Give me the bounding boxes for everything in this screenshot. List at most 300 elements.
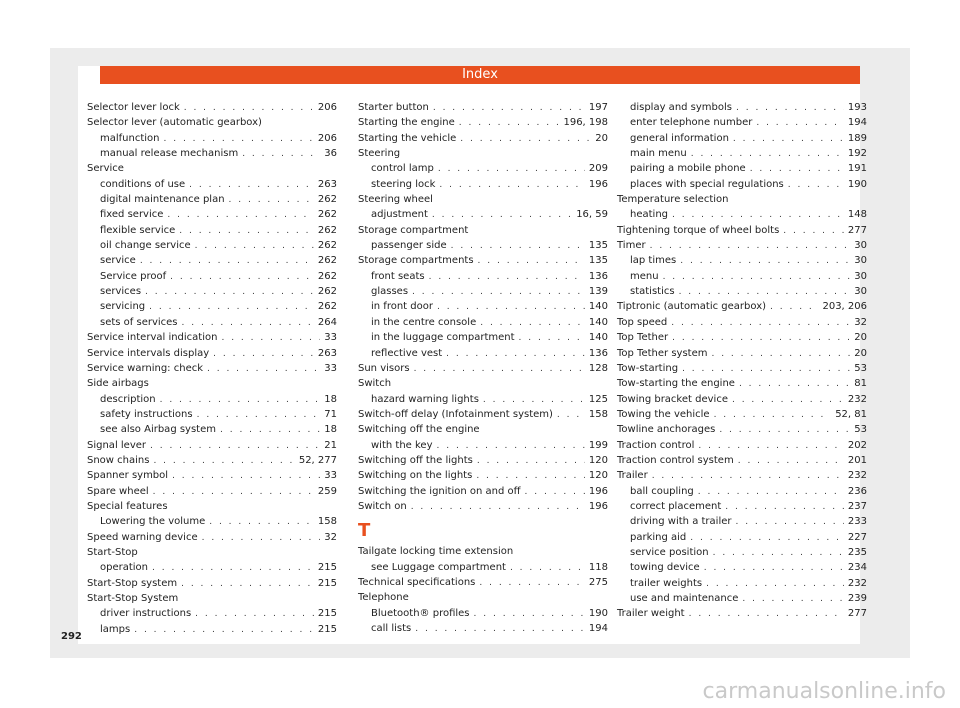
dot-leader <box>460 132 591 147</box>
index-term: safety instructions <box>100 408 193 420</box>
dot-leader <box>519 331 585 346</box>
index-entry <box>617 606 867 621</box>
dot-leader <box>437 439 585 454</box>
page-reference: 262 <box>317 301 337 313</box>
page-reference: 21 <box>324 439 337 451</box>
dot-leader <box>153 454 294 469</box>
page-reference: 81 <box>854 378 867 390</box>
dot-leader <box>459 116 560 131</box>
page-reference: 201 <box>847 454 867 466</box>
page-reference: 236 <box>847 485 867 497</box>
index-term: Trailer <box>617 470 648 482</box>
dot-leader <box>432 208 572 223</box>
index-term: Switching the ignition on and off <box>358 485 521 497</box>
page-reference: 20 <box>854 347 867 359</box>
dot-leader <box>680 254 850 269</box>
page-reference: 259 <box>317 485 337 497</box>
dot-leader <box>650 239 851 254</box>
index-term: driver instructions <box>100 608 192 620</box>
page-reference: 30 <box>854 286 867 298</box>
index-term: Special features <box>87 500 168 512</box>
dot-leader <box>690 531 844 546</box>
index-term: malfunction <box>100 132 160 144</box>
page-reference: 30 <box>854 270 867 282</box>
index-subentry <box>617 131 867 146</box>
page-reference: 263 <box>317 347 337 359</box>
dot-leader <box>672 331 850 346</box>
page-reference: 136 <box>588 347 608 359</box>
dot-leader <box>478 254 585 269</box>
page-reference: 20 <box>595 132 608 144</box>
dot-leader <box>221 331 320 346</box>
page-reference: 264 <box>317 316 337 328</box>
dot-leader <box>739 377 850 392</box>
page-reference: 190 <box>847 178 867 190</box>
page-reference: 190 <box>588 607 608 619</box>
dot-leader <box>433 101 585 116</box>
index-term: manual release mechanism <box>100 148 239 160</box>
page-reference: 53 <box>854 362 867 374</box>
page-reference: 232 <box>847 393 867 405</box>
page-reference: 52, 277 <box>298 454 337 466</box>
index-term: call lists <box>371 623 412 634</box>
dot-leader <box>207 362 320 377</box>
dot-leader <box>414 362 585 377</box>
index-entry <box>87 468 337 483</box>
page-reference: 33 <box>324 362 337 374</box>
index-term: Steering wheel <box>358 194 433 206</box>
dot-leader <box>437 300 585 315</box>
index-term: Tightening torque of wheel bolts <box>617 224 780 236</box>
index-term: see Luggage compartment <box>371 561 506 573</box>
index-term: use and maintenance <box>630 593 739 604</box>
index-term: Steering <box>358 148 401 160</box>
index-subentry <box>617 207 867 222</box>
dot-leader <box>770 300 818 315</box>
dot-leader <box>733 132 844 147</box>
dot-leader <box>713 546 844 561</box>
index-entry <box>617 346 867 361</box>
index-term: Lowering the volume <box>100 516 206 528</box>
dot-leader <box>698 485 844 500</box>
index-column-1 <box>87 100 337 637</box>
index-entry <box>358 361 608 376</box>
dot-leader <box>411 500 585 515</box>
index-subentry <box>87 606 337 621</box>
index-subentry <box>617 115 867 130</box>
index-term: pairing a mobile phone <box>630 163 746 175</box>
dot-leader <box>451 239 585 254</box>
page-reference: 234 <box>847 562 867 574</box>
dot-leader <box>691 147 844 162</box>
index-subentry <box>87 146 337 161</box>
index-term: display and symbols <box>630 102 733 113</box>
dot-leader <box>714 408 832 423</box>
dot-leader <box>477 454 585 469</box>
index-term: menu <box>630 270 659 282</box>
page-reference: 209 <box>588 163 608 175</box>
page-number: 292 <box>61 631 82 642</box>
dot-leader <box>689 607 844 622</box>
index-subentry <box>87 392 337 407</box>
page-reference: 16, 59 <box>576 209 608 221</box>
index-term: Tailgate locking time extension <box>358 546 514 558</box>
index-term: Towing the vehicle <box>617 408 710 420</box>
index-entry <box>617 330 867 345</box>
dot-leader <box>195 607 314 622</box>
index-subentry <box>358 392 608 407</box>
dot-leader <box>446 347 585 362</box>
index-term: lap times <box>630 255 677 267</box>
page-reference: 196 <box>588 178 608 190</box>
index-entry <box>617 299 867 314</box>
index-heading <box>87 591 337 606</box>
dot-leader <box>706 577 844 592</box>
page-reference: 71 <box>324 408 337 420</box>
page-reference: 206 <box>317 132 337 144</box>
index-subentry <box>358 284 608 299</box>
index-subentry <box>87 177 337 192</box>
page-reference: 36 <box>324 148 337 160</box>
index-term: parking aid <box>630 531 687 543</box>
index-term: Tow-starting <box>617 362 679 374</box>
page-reference: 239 <box>847 593 867 604</box>
dot-leader <box>412 285 585 300</box>
page-reference: 203, 206 <box>822 301 867 313</box>
index-subentry <box>617 177 867 192</box>
index-column-2 <box>358 100 608 636</box>
index-term: driving with a trailer <box>630 516 732 528</box>
index-column-3 <box>617 100 867 622</box>
index-subentry <box>87 223 337 238</box>
page-reference: 30 <box>854 255 867 267</box>
page-reference: 148 <box>847 209 867 221</box>
page-reference: 120 <box>588 470 608 482</box>
dot-leader <box>682 362 850 377</box>
dot-leader <box>167 208 313 223</box>
index-entry <box>358 499 608 514</box>
page-reference: 199 <box>588 439 608 451</box>
index-subentry <box>617 146 867 161</box>
index-subentry <box>617 499 867 514</box>
dot-leader <box>476 469 585 484</box>
index-term: statistics <box>630 286 675 298</box>
index-subentry <box>87 131 337 146</box>
dot-leader <box>242 147 320 162</box>
index-term: in front door <box>371 301 433 313</box>
index-term: Selector lever (automatic gearbox) <box>87 117 262 129</box>
dot-leader <box>182 316 314 331</box>
dot-leader <box>725 500 844 515</box>
index-term: Starter button <box>358 102 429 113</box>
index-subentry <box>358 438 608 453</box>
dot-leader <box>671 316 850 331</box>
index-term: general information <box>630 132 729 144</box>
index-term: Spare wheel <box>87 485 149 497</box>
dot-leader <box>736 101 844 116</box>
index-entry <box>87 530 337 545</box>
index-subentry <box>87 299 337 314</box>
index-term: oil change service <box>100 240 191 252</box>
index-term: towing device <box>630 562 700 574</box>
index-entry <box>87 576 337 591</box>
watermark: carmanualsonline.info <box>702 679 946 704</box>
index-term: Service intervals display <box>87 347 210 359</box>
index-heading <box>87 161 337 176</box>
index-term: Tiptronic (automatic gearbox) <box>617 301 767 313</box>
index-entry <box>358 131 608 146</box>
page-reference: 140 <box>588 316 608 328</box>
index-term: Storage compartment <box>358 224 469 236</box>
page-reference: 215 <box>317 608 337 620</box>
index-entry <box>358 468 608 483</box>
index-term: Switching off the lights <box>358 454 473 466</box>
page-reference: 158 <box>588 408 608 420</box>
page-reference: 128 <box>588 362 608 374</box>
index-term: Switch <box>358 378 392 390</box>
page-reference: 215 <box>317 577 337 589</box>
index-term: enter telephone number <box>630 117 753 129</box>
dot-leader <box>756 116 844 131</box>
dot-leader <box>652 469 844 484</box>
index-term: Starting the engine <box>358 117 455 129</box>
index-subentry <box>617 484 867 499</box>
index-entry <box>87 330 337 345</box>
index-term: places with special regulations <box>630 178 784 190</box>
dot-leader <box>195 239 314 254</box>
index-subentry <box>87 514 337 529</box>
index-term: in the luggage compartment <box>371 332 515 344</box>
index-subentry <box>358 269 608 284</box>
dot-leader <box>735 515 843 530</box>
dot-leader <box>140 254 314 269</box>
index-subentry <box>358 606 608 621</box>
index-subentry <box>87 269 337 284</box>
page-reference: 135 <box>588 255 608 267</box>
index-heading <box>358 422 608 437</box>
index-term: with the key <box>371 439 433 451</box>
index-entry <box>87 361 337 376</box>
dot-leader <box>732 393 844 408</box>
index-subentry <box>87 207 337 222</box>
dot-leader <box>145 285 314 300</box>
index-term: digital maintenance plan <box>100 194 225 206</box>
index-term: Switching on the lights <box>358 470 473 482</box>
dot-leader <box>229 193 314 208</box>
page-reference: 262 <box>317 270 337 282</box>
dot-leader <box>220 423 320 438</box>
index-term: Towline anchorages <box>617 424 716 436</box>
index-entry <box>87 453 337 468</box>
index-term: Switch-off delay (Infotainment system) <box>358 408 553 420</box>
index-subentry <box>358 299 608 314</box>
dot-leader <box>152 561 314 576</box>
index-term: heating <box>630 209 669 221</box>
page-reference: 262 <box>317 224 337 236</box>
index-heading <box>87 499 337 514</box>
index-term: Starting the vehicle <box>358 132 457 144</box>
page-reference: 196 <box>588 485 608 497</box>
page-reference: 135 <box>588 240 608 252</box>
dot-leader <box>213 347 314 362</box>
index-entry <box>87 438 337 453</box>
index-term: Trailer weight <box>617 608 685 620</box>
index-entry <box>87 484 337 499</box>
index-subentry <box>617 284 867 299</box>
dot-leader <box>150 439 320 454</box>
index-term: Top Tether system <box>617 347 708 359</box>
index-term: Top speed <box>617 316 668 328</box>
index-term: flexible service <box>100 224 176 236</box>
index-term: ball coupling <box>630 485 694 497</box>
index-subentry <box>617 100 867 115</box>
dot-leader <box>783 224 844 239</box>
index-term: fixed service <box>100 209 164 221</box>
page-reference: 20 <box>854 332 867 344</box>
index-term: description <box>100 393 156 405</box>
page-reference: 189 <box>847 132 867 144</box>
index-term: Start-Stop system <box>87 577 178 589</box>
index-entry <box>617 453 867 468</box>
page-reference: 158 <box>317 516 337 528</box>
index-subentry <box>358 177 608 192</box>
dot-leader <box>704 561 844 576</box>
dot-leader <box>164 132 314 147</box>
page-reference: 53 <box>854 424 867 436</box>
index-entry <box>358 115 608 130</box>
dot-leader <box>750 162 844 177</box>
page-reference: 30 <box>854 240 867 252</box>
page-reference: 194 <box>847 117 867 129</box>
dot-leader <box>480 316 585 331</box>
index-term: Bluetooth® profiles <box>371 607 470 619</box>
index-subentry <box>87 315 337 330</box>
index-term: main menu <box>630 148 687 160</box>
index-term: Snow chains <box>87 454 150 466</box>
dot-leader <box>170 270 314 285</box>
dot-leader <box>672 208 844 223</box>
index-term: Tow-starting the engine <box>617 378 735 390</box>
index-term: reflective vest <box>371 347 443 359</box>
index-term: Temperature selection <box>617 194 729 206</box>
index-heading <box>617 192 867 207</box>
dot-leader <box>149 300 314 315</box>
index-entry <box>358 253 608 268</box>
page-reference: 262 <box>317 240 337 252</box>
index-entry <box>358 100 608 115</box>
index-term: Sun visors <box>358 362 410 374</box>
index-entry <box>617 392 867 407</box>
page-reference: 191 <box>847 163 867 175</box>
dot-leader <box>184 101 314 116</box>
index-term: Selector lever lock <box>87 102 180 113</box>
page-reference: 277 <box>847 608 867 620</box>
page-reference: 215 <box>317 562 337 574</box>
page-reference: 125 <box>588 393 608 405</box>
index-term: see also Airbag system <box>100 424 216 436</box>
index-heading <box>87 115 337 130</box>
index-entry <box>617 422 867 437</box>
dot-leader <box>153 485 314 500</box>
index-subentry <box>617 530 867 545</box>
index-entry <box>358 407 608 422</box>
index-term: Traction control system <box>617 454 734 466</box>
index-term: service <box>100 255 136 267</box>
index-term: Speed warning device <box>87 531 198 543</box>
index-entry <box>617 438 867 453</box>
index-entry <box>617 315 867 330</box>
dot-leader <box>719 423 850 438</box>
page-reference: 233 <box>847 516 867 528</box>
dot-leader <box>483 393 585 408</box>
dot-leader <box>525 485 585 500</box>
index-entry <box>617 376 867 391</box>
index-term: hazard warning lights <box>371 393 479 405</box>
dot-leader <box>181 577 314 592</box>
index-subentry <box>87 560 337 575</box>
index-term: Telephone <box>358 592 409 604</box>
page-reference: 262 <box>317 286 337 298</box>
index-term: Top Tether <box>617 332 669 344</box>
page-reference: 140 <box>588 332 608 344</box>
page-reference: 196, 198 <box>563 117 608 129</box>
index-subentry <box>358 315 608 330</box>
index-subentry <box>617 591 867 606</box>
page-reference: 262 <box>317 194 337 206</box>
page-reference: 18 <box>324 393 337 405</box>
index-term: services <box>100 286 142 298</box>
index-heading <box>358 223 608 238</box>
page-reference: 275 <box>588 576 608 588</box>
index-subentry <box>358 330 608 345</box>
index-term: Start-Stop System <box>87 593 179 604</box>
index-subentry <box>617 545 867 560</box>
page-reference: 32 <box>324 531 337 543</box>
index-heading <box>358 376 608 391</box>
dot-leader <box>160 393 321 408</box>
index-term: glasses <box>371 286 409 298</box>
index-heading <box>87 376 337 391</box>
page-reference: 118 <box>588 561 608 573</box>
index-term: Side airbags <box>87 378 149 390</box>
dot-leader <box>738 454 844 469</box>
dot-leader <box>189 178 314 193</box>
page-reference: 193 <box>847 102 867 113</box>
index-entry <box>358 575 608 590</box>
page-reference: 227 <box>847 531 867 543</box>
index-heading <box>358 590 608 605</box>
index-subentry <box>617 253 867 268</box>
index-term: service position <box>630 546 709 558</box>
index-subentry <box>87 422 337 437</box>
dot-leader <box>510 561 585 576</box>
dot-leader <box>172 469 320 484</box>
index-subentry <box>87 407 337 422</box>
index-term: Service proof <box>100 270 167 282</box>
page-reference: 194 <box>588 623 608 634</box>
page-reference: 33 <box>324 332 337 344</box>
index-term: Service warning: check <box>87 362 204 374</box>
index-subentry <box>617 269 867 284</box>
index-term: conditions of use <box>100 178 186 190</box>
page-reference: 18 <box>324 424 337 436</box>
dot-leader <box>415 622 585 637</box>
page-reference: 197 <box>588 102 608 113</box>
index-subentry <box>87 622 337 637</box>
index-entry <box>358 484 608 499</box>
index-header-band <box>100 66 860 84</box>
dot-leader <box>711 347 850 362</box>
